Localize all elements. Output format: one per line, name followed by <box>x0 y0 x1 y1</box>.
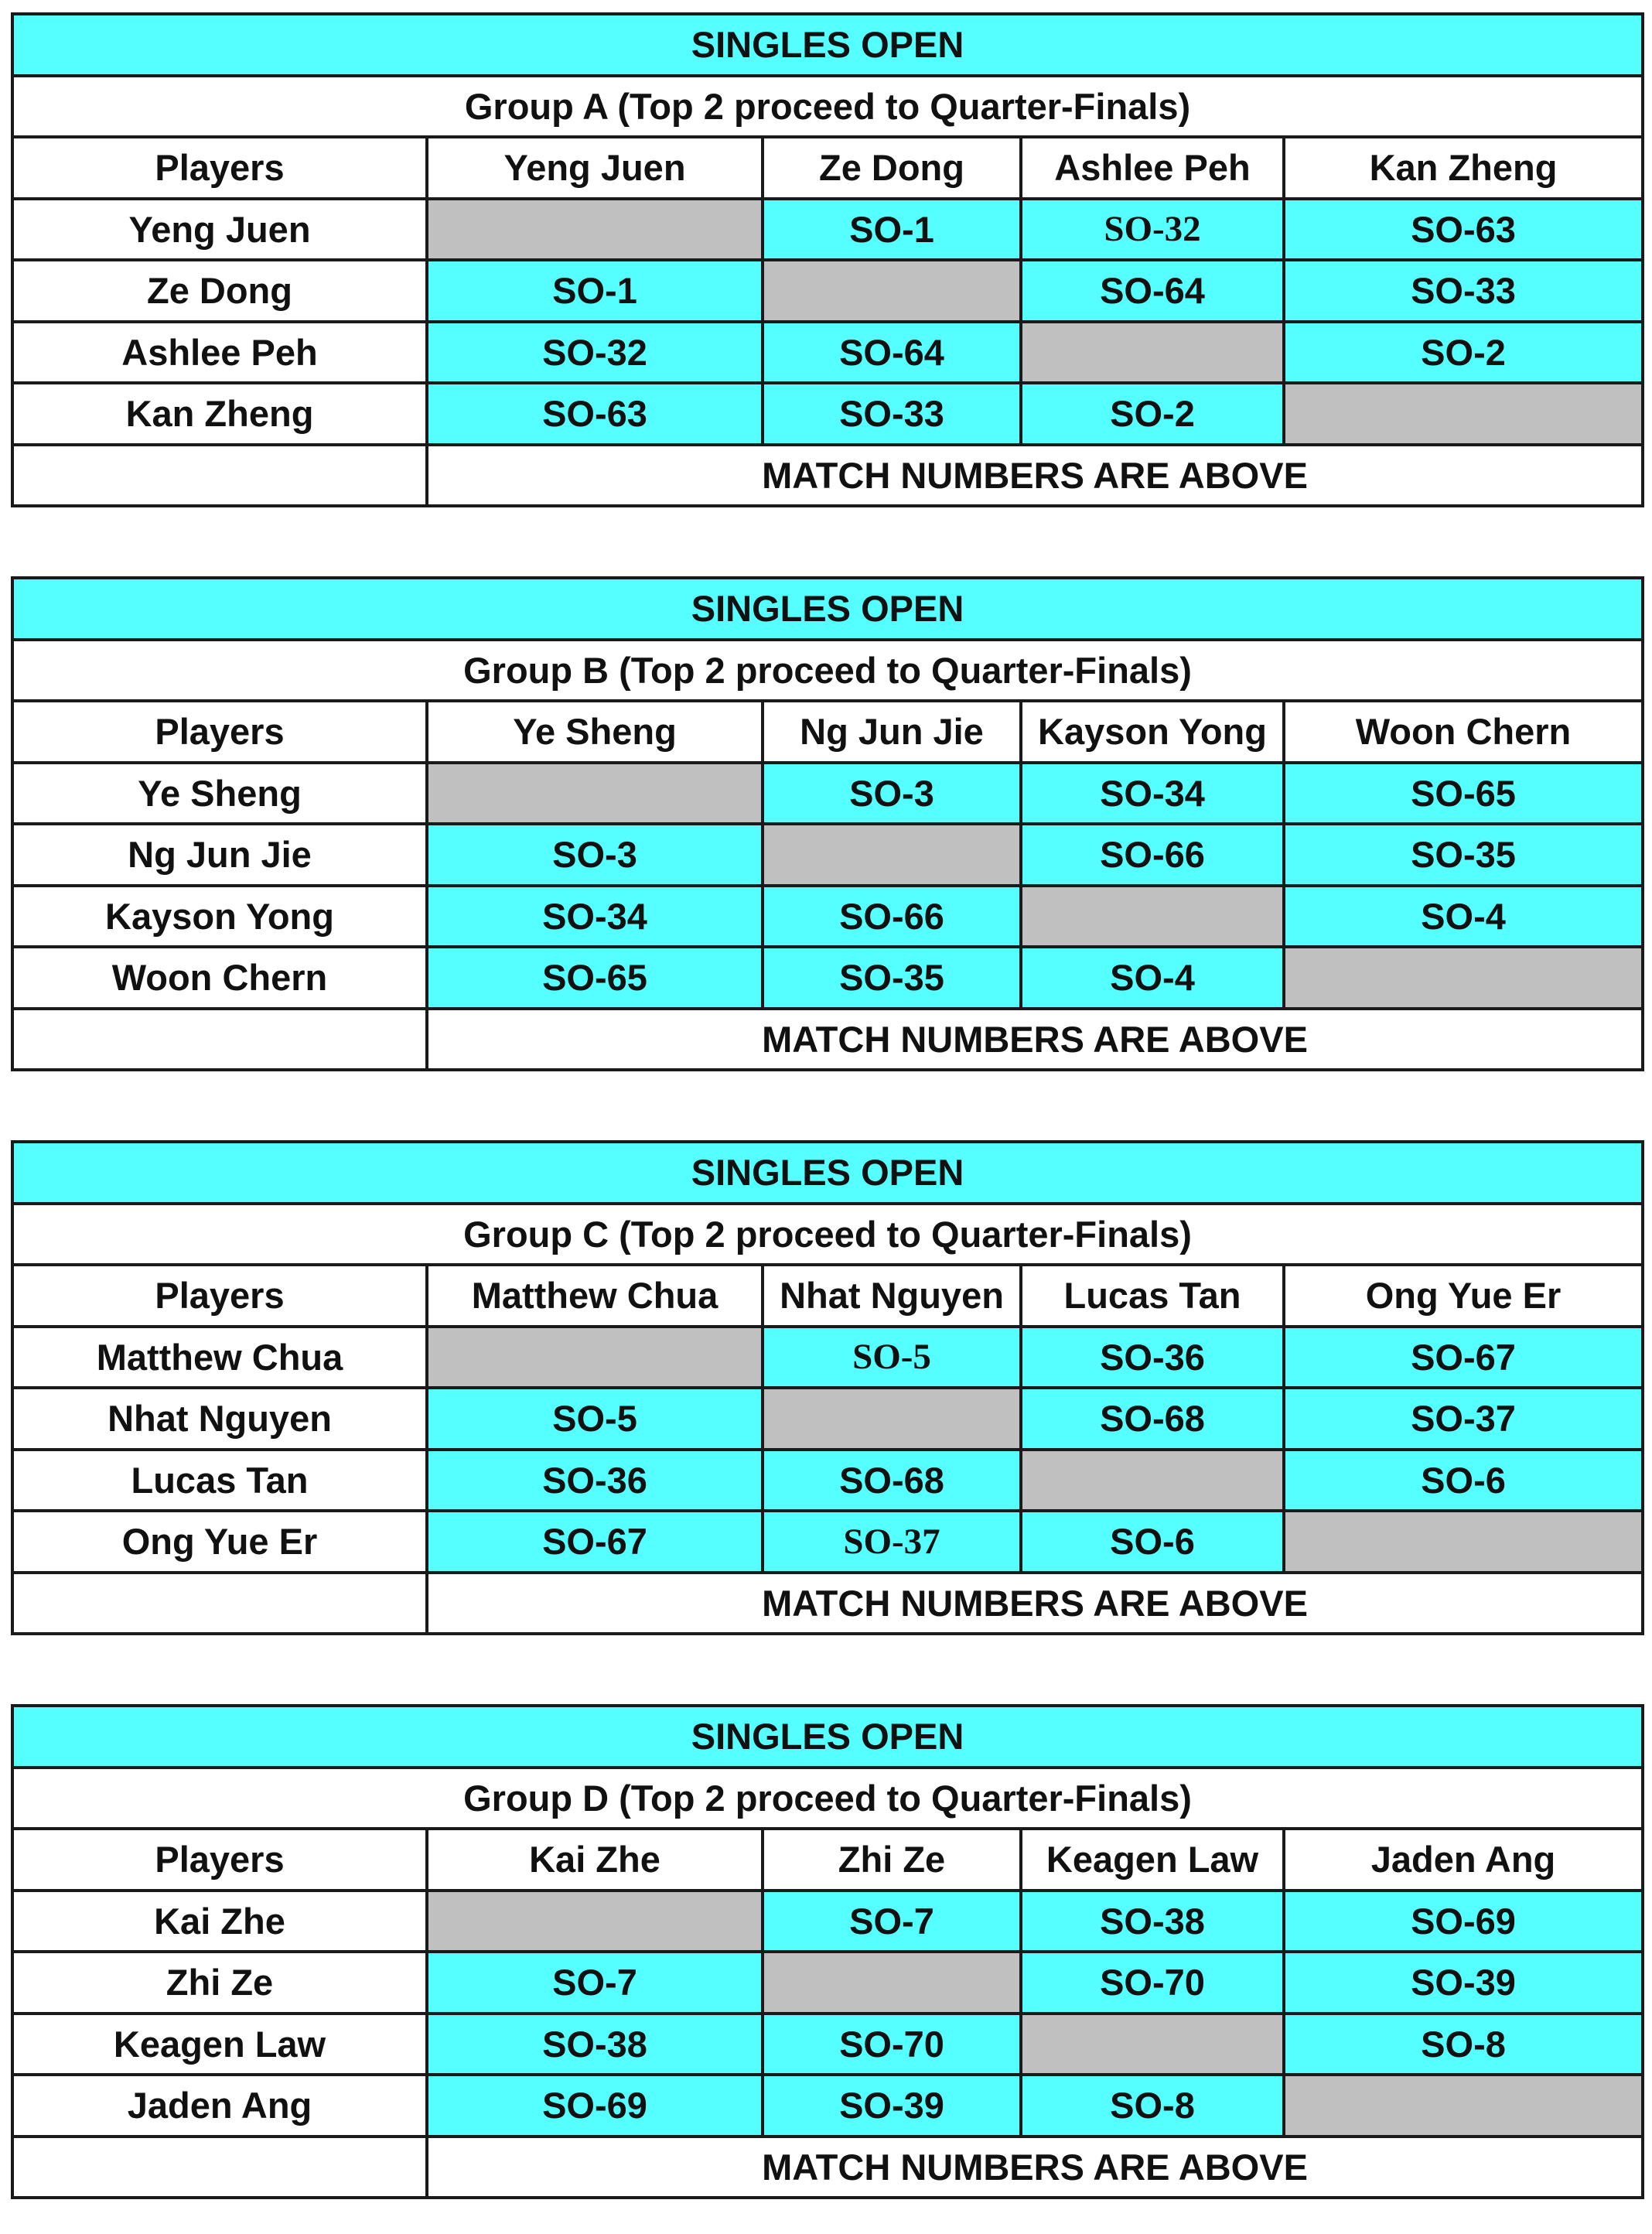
column-header-player: Kai Zhe <box>427 1829 763 1891</box>
table-row <box>12 1388 1643 1450</box>
match-number-cell: SO-65 <box>427 947 763 1009</box>
group-table-d <box>11 1704 1644 2199</box>
table-row <box>12 383 1643 445</box>
match-number-cell: SO-5 <box>427 1388 763 1450</box>
match-number-cell: SO-70 <box>763 2014 1021 2075</box>
table-row <box>12 1952 1643 2014</box>
match-number-cell: SO-8 <box>1284 2014 1643 2075</box>
match-number-cell: SO-2 <box>1284 322 1643 384</box>
footer-note: MATCH NUMBERS ARE ABOVE <box>427 445 1643 507</box>
match-number-cell: SO-33 <box>763 383 1021 445</box>
self-match-cell <box>763 1952 1021 2014</box>
row-header-player: Ng Jun Jie <box>12 824 427 886</box>
match-number-cell: SO-39 <box>763 2075 1021 2137</box>
match-number-cell: SO-64 <box>763 322 1021 384</box>
column-header-player: Matthew Chua <box>427 1265 763 1327</box>
row-header-player: Matthew Chua <box>12 1327 427 1389</box>
column-header-player: Keagen Law <box>1021 1829 1284 1891</box>
match-number-cell: SO-68 <box>1021 1388 1284 1450</box>
footer-note: MATCH NUMBERS ARE ABOVE <box>427 1009 1643 1071</box>
players-header: Players <box>12 1265 427 1327</box>
table-row <box>12 947 1643 1009</box>
group-subtitle: Group A (Top 2 proceed to Quarter-Finals) <box>12 76 1643 138</box>
column-header-player: Kan Zheng <box>1284 137 1643 199</box>
row-header-player: Kayson Yong <box>12 886 427 948</box>
match-number-cell: SO-32 <box>1021 199 1284 261</box>
players-header: Players <box>12 137 427 199</box>
group-title: SINGLES OPEN <box>12 1706 1643 1768</box>
match-number-cell: SO-4 <box>1021 947 1284 1009</box>
group-title: SINGLES OPEN <box>12 578 1643 640</box>
match-number-cell: SO-37 <box>1284 1388 1643 1450</box>
row-header-player: Jaden Ang <box>12 2075 427 2137</box>
row-header-player: Zhi Ze <box>12 1952 427 2014</box>
match-number-cell: SO-35 <box>1284 824 1643 886</box>
self-match-cell <box>1021 886 1284 948</box>
row-header-player: Woon Chern <box>12 947 427 1009</box>
match-number-cell: SO-7 <box>763 1891 1021 1952</box>
match-number-cell: SO-33 <box>1284 260 1643 322</box>
group-subtitle: Group C (Top 2 proceed to Quarter-Finals) <box>12 1204 1643 1266</box>
row-header-player: Ong Yue Er <box>12 1511 427 1573</box>
footer-empty-cell <box>12 1009 427 1071</box>
table-row <box>12 1511 1643 1573</box>
self-match-cell <box>427 199 763 261</box>
match-number-cell: SO-35 <box>763 947 1021 1009</box>
match-number-cell: SO-1 <box>763 199 1021 261</box>
match-number-cell: SO-38 <box>427 2014 763 2075</box>
match-number-cell: SO-66 <box>1021 824 1284 886</box>
row-header-player: Ashlee Peh <box>12 322 427 384</box>
table-row <box>12 2014 1643 2075</box>
row-header-player: Kan Zheng <box>12 383 427 445</box>
match-number-cell: SO-32 <box>427 322 763 384</box>
table-row <box>12 1891 1643 1952</box>
self-match-cell <box>1284 947 1643 1009</box>
match-number-cell: SO-69 <box>427 2075 763 2137</box>
column-header-player: Kayson Yong <box>1021 701 1284 763</box>
table-row <box>12 322 1643 384</box>
self-match-cell <box>427 1327 763 1389</box>
table-row <box>12 1327 1643 1389</box>
match-number-cell: SO-63 <box>1284 199 1643 261</box>
match-number-cell: SO-2 <box>1021 383 1284 445</box>
table-row <box>12 260 1643 322</box>
match-number-cell: SO-8 <box>1021 2075 1284 2137</box>
column-header-player: Jaden Ang <box>1284 1829 1643 1891</box>
match-number-cell: SO-7 <box>427 1952 763 2014</box>
players-header: Players <box>12 701 427 763</box>
match-number-cell: SO-3 <box>427 824 763 886</box>
group-table-c <box>11 1140 1644 1635</box>
column-header-player: Ze Dong <box>763 137 1021 199</box>
table-row <box>12 886 1643 948</box>
match-number-cell: SO-34 <box>1021 763 1284 825</box>
table-row <box>12 2075 1643 2137</box>
match-number-cell: SO-68 <box>763 1450 1021 1512</box>
self-match-cell <box>1021 322 1284 384</box>
group-table-a <box>11 12 1644 507</box>
match-number-cell: SO-63 <box>427 383 763 445</box>
self-match-cell <box>763 260 1021 322</box>
self-match-cell <box>1021 2014 1284 2075</box>
match-number-cell: SO-70 <box>1021 1952 1284 2014</box>
match-number-cell: SO-5 <box>763 1327 1021 1389</box>
row-header-player: Nhat Nguyen <box>12 1388 427 1450</box>
self-match-cell <box>763 824 1021 886</box>
match-number-cell: SO-69 <box>1284 1891 1643 1952</box>
row-header-player: Ze Dong <box>12 260 427 322</box>
match-number-cell: SO-66 <box>763 886 1021 948</box>
self-match-cell <box>427 1891 763 1952</box>
column-header-player: Woon Chern <box>1284 701 1643 763</box>
row-header-player: Kai Zhe <box>12 1891 427 1952</box>
match-number-cell: SO-4 <box>1284 886 1643 948</box>
column-header-player: Ye Sheng <box>427 701 763 763</box>
group-subtitle: Group D (Top 2 proceed to Quarter-Finals) <box>12 1768 1643 1829</box>
column-header-player: Zhi Ze <box>763 1829 1021 1891</box>
match-number-cell: SO-39 <box>1284 1952 1643 2014</box>
match-number-cell: SO-1 <box>427 260 763 322</box>
group-title: SINGLES OPEN <box>12 1142 1643 1204</box>
match-number-cell: SO-38 <box>1021 1891 1284 1952</box>
self-match-cell <box>1021 1450 1284 1512</box>
footer-empty-cell <box>12 2137 427 2198</box>
match-number-cell: SO-67 <box>1284 1327 1643 1389</box>
match-number-cell: SO-6 <box>1021 1511 1284 1573</box>
match-number-cell: SO-64 <box>1021 260 1284 322</box>
column-header-player: Ashlee Peh <box>1021 137 1284 199</box>
table-row <box>12 763 1643 825</box>
self-match-cell <box>1284 2075 1643 2137</box>
table-row <box>12 199 1643 261</box>
table-row <box>12 824 1643 886</box>
match-number-cell: SO-6 <box>1284 1450 1643 1512</box>
self-match-cell <box>1284 383 1643 445</box>
row-header-player: Ye Sheng <box>12 763 427 825</box>
match-number-cell: SO-34 <box>427 886 763 948</box>
match-number-cell: SO-36 <box>427 1450 763 1512</box>
column-header-player: Yeng Juen <box>427 137 763 199</box>
self-match-cell <box>427 763 763 825</box>
row-header-player: Lucas Tan <box>12 1450 427 1512</box>
match-number-cell: SO-37 <box>763 1511 1021 1573</box>
group-subtitle: Group B (Top 2 proceed to Quarter-Finals) <box>12 640 1643 702</box>
row-header-player: Yeng Juen <box>12 199 427 261</box>
match-number-cell: SO-67 <box>427 1511 763 1573</box>
players-header: Players <box>12 1829 427 1891</box>
column-header-player: Ng Jun Jie <box>763 701 1021 763</box>
row-header-player: Keagen Law <box>12 2014 427 2075</box>
footer-empty-cell <box>12 1573 427 1635</box>
match-number-cell: SO-65 <box>1284 763 1643 825</box>
group-title: SINGLES OPEN <box>12 14 1643 76</box>
match-number-cell: SO-36 <box>1021 1327 1284 1389</box>
self-match-cell <box>763 1388 1021 1450</box>
column-header-player: Lucas Tan <box>1021 1265 1284 1327</box>
footer-note: MATCH NUMBERS ARE ABOVE <box>427 1573 1643 1635</box>
match-number-cell: SO-3 <box>763 763 1021 825</box>
footer-empty-cell <box>12 445 427 507</box>
group-table-b <box>11 576 1644 1071</box>
table-row <box>12 1450 1643 1512</box>
column-header-player: Ong Yue Er <box>1284 1265 1643 1327</box>
footer-note: MATCH NUMBERS ARE ABOVE <box>427 2137 1643 2198</box>
column-header-player: Nhat Nguyen <box>763 1265 1021 1327</box>
self-match-cell <box>1284 1511 1643 1573</box>
